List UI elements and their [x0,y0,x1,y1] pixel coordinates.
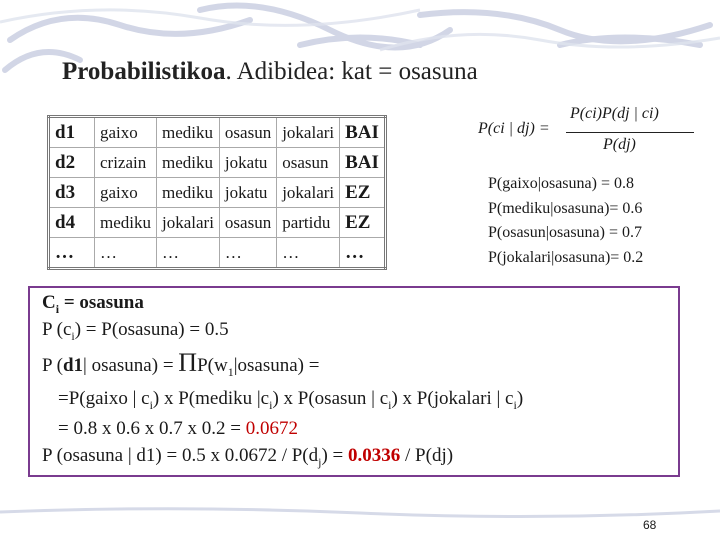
prob-line: P(jokalari|osasuna)= 0.2 [488,248,644,266]
word-cell: jokalari [277,117,340,148]
calc-bold: d1 [62,355,84,376]
word-cell: jokatu [219,178,276,208]
calc-text: / P(dj) [400,445,454,466]
doc-id-cell: d1 [49,117,95,148]
calc-sub: i [388,397,392,412]
calc-sub: 1 [227,364,234,379]
calc-text: P (c [42,319,72,340]
fraction-bar [566,132,694,133]
calc-line-2 [42,319,229,344]
calc-sub: i [55,301,60,316]
calc-text: ) [516,388,524,409]
word-cell: osasun [219,117,276,148]
calc-line-1 [42,292,144,317]
title-bold: Probabilistikoa [62,58,226,85]
word-cell: jokatu [219,148,276,178]
word-cell: … [277,238,340,269]
prob-line: P(gaixo|osasuna) = 0.8 [488,175,634,192]
word-cell: partidu [277,208,340,238]
table-row [49,208,386,238]
calc-text: P ( [42,355,63,376]
bayes-formula [478,100,698,160]
slide-title [62,58,478,86]
table-row [49,117,386,148]
formula-denominator: P(dj) [603,136,636,153]
result-value: 0.0672 [245,418,298,439]
conditional-probabilities [488,172,643,270]
word-cell: … [219,238,276,269]
calc-sub: i [513,397,517,412]
calc-text: = 0.8 x 0.6 x 0.7 x 0.2 = [58,418,246,439]
calc-text: ) x P(mediku |c [152,388,270,409]
calc-line-6 [42,445,453,470]
doc-id-cell: d3 [49,178,95,208]
document-table-body [49,117,386,269]
table-row [49,178,386,208]
calc-text: |osasuna) = [233,355,320,376]
calc-line-4 [58,388,523,413]
doc-id-cell: d2 [49,148,95,178]
word-cell: … [95,238,157,269]
calc-text: P (osasuna | d1) = 0.5 x 0.0672 / P(d [42,445,319,466]
calc-text: = osasuna [59,292,144,313]
calc-text: ) x P(jokalari | c [391,388,514,409]
class-cell: EZ [340,208,386,238]
prob-line: P(osasun|osasuna) = 0.7 [488,224,642,241]
calc-text: | osasuna) = [83,355,179,376]
word-cell: … [157,238,220,269]
table-row [49,148,386,178]
page-number: 68 [643,518,657,532]
calc-sub: i [149,397,153,412]
calc-sub: i [71,328,75,343]
final-result-value: 0.0336 [348,445,401,466]
word-cell: jokalari [157,208,220,238]
class-cell: … [340,238,386,269]
word-cell: gaixo [95,117,157,148]
doc-id-cell: d4 [49,208,95,238]
formula-lhs: P(ci | dj) = [478,120,550,137]
calc-text: C [42,292,56,313]
table-row [49,238,386,269]
product-symbol: Π [178,348,198,377]
calc-text: P(w [197,355,228,376]
word-cell: crizain [95,148,157,178]
word-cell: mediku [157,178,220,208]
calc-text: =P(gaixo | c [58,388,150,409]
class-cell: BAI [340,117,386,148]
formula-numerator: P(ci)P(dj | ci) [570,105,659,122]
prob-line: P(mediku|osasuna)= 0.6 [488,199,643,217]
word-cell: jokalari [277,178,340,208]
word-cell: osasun [277,148,340,178]
calc-text: ) = P(osasuna) = 0.5 [74,319,229,340]
word-cell: osasun [219,208,276,238]
word-cell: mediku [95,208,157,238]
class-cell: EZ [340,178,386,208]
class-cell: BAI [340,148,386,178]
doc-id-cell: … [49,238,95,269]
calc-line-3 [42,348,319,380]
calc-text: ) = [321,445,349,466]
word-cell: mediku [157,117,220,148]
word-cell: gaixo [95,178,157,208]
document-table [47,115,387,270]
calc-sub: j [318,454,322,469]
calculation-box [28,286,680,477]
calc-sub: i [269,397,273,412]
word-cell: mediku [157,148,220,178]
calc-text: ) x P(osasun | c [272,388,389,409]
title-rest: . Adibidea: kat = osasuna [225,58,478,85]
calc-line-5 [58,418,298,440]
